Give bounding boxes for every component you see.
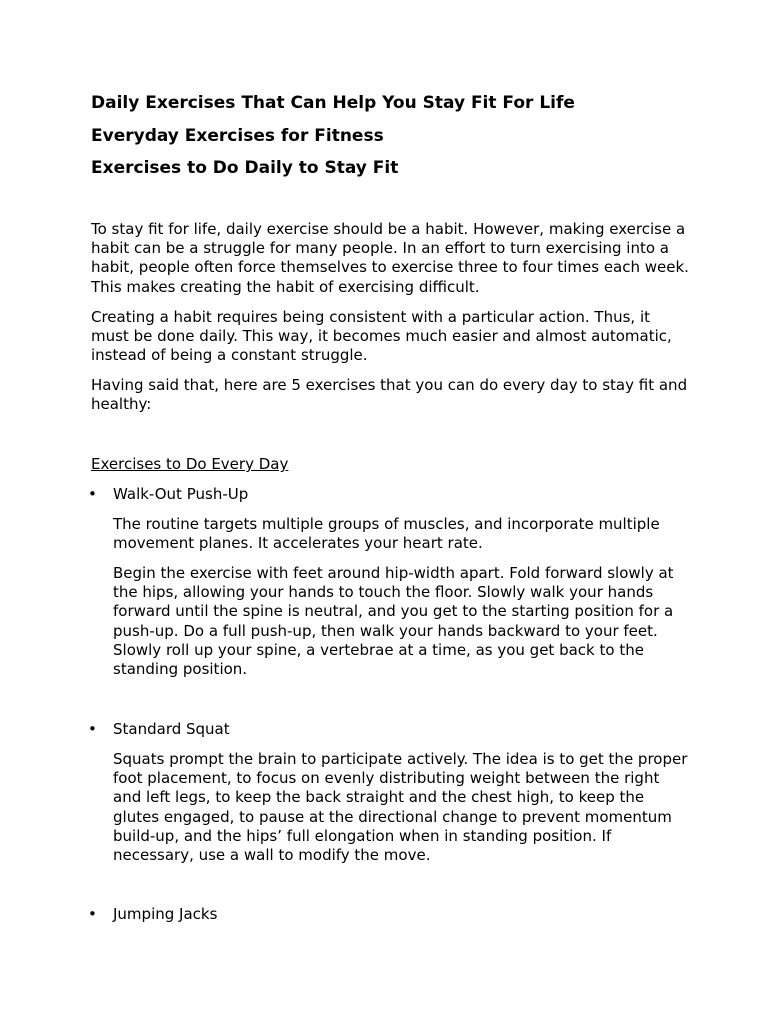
alt-title-2: Exercises to Do Daily to Stay Fit (91, 158, 399, 178)
document-page (88, 0, 691, 1024)
exercise-name-standard-squat: Standard Squat (113, 720, 230, 738)
section-heading: Exercises to Do Every Day (91, 455, 289, 473)
intro-paragraph-1: To stay fit for life, daily exercise should be a habit. However, making exercise a habit can be a struggle for many people. In an effort to turn exercising into a habit, people often force themselves to exercise three to four times each week. This makes creating the habit of exercising difficult. (91, 220, 689, 296)
exercise-name-walk-out-push-up: Walk-Out Push-Up (113, 485, 249, 503)
exercise-instructions: Begin the exercise with feet around hip-width apart. Fold forward slowly at the hips, allowing your hands to touch the floor. Slowly walk your hands forward until the spine is neutral, and you get to the starting position for a push-up. Do a full push-up, then walk your hands backward to your feet. Slowly roll up your spine, a vertebrae at a time, as you get back to the standing position. (113, 564, 674, 679)
intro-paragraph-3: Having said that, here are 5 exercises that you can do every day to stay fit and healthy: (91, 376, 688, 414)
exercise-description: Squats prompt the brain to participate actively. The idea is to get the proper foot placement, to focus on evenly distributing weight between the right and left legs, to keep the back straight and the chest high, to keep the glutes engaged, to pause at the directional change to prevent momentum build-up, and the hips’ full elongation when in standing position. If necessary, use a wall to modify the move. (113, 750, 688, 865)
alt-title-1: Everyday Exercises for Fitness (91, 126, 384, 146)
bullet-icon: • (88, 905, 97, 923)
exercise-description: The routine targets multiple groups of muscles, and incorporate multiple movement planes. It accelerates your heart rate. (113, 515, 660, 553)
main-title: Daily Exercises That Can Help You Stay Fit For Life (91, 93, 575, 113)
exercise-name-jumping-jacks: Jumping Jacks (113, 905, 218, 923)
intro-paragraph-2: Creating a habit requires being consistent with a particular action. Thus, it must be done daily. This way, it becomes much easier and almost automatic, instead of being a constant struggle. (91, 308, 672, 365)
bullet-icon: • (88, 720, 97, 738)
bullet-icon: • (88, 485, 97, 503)
